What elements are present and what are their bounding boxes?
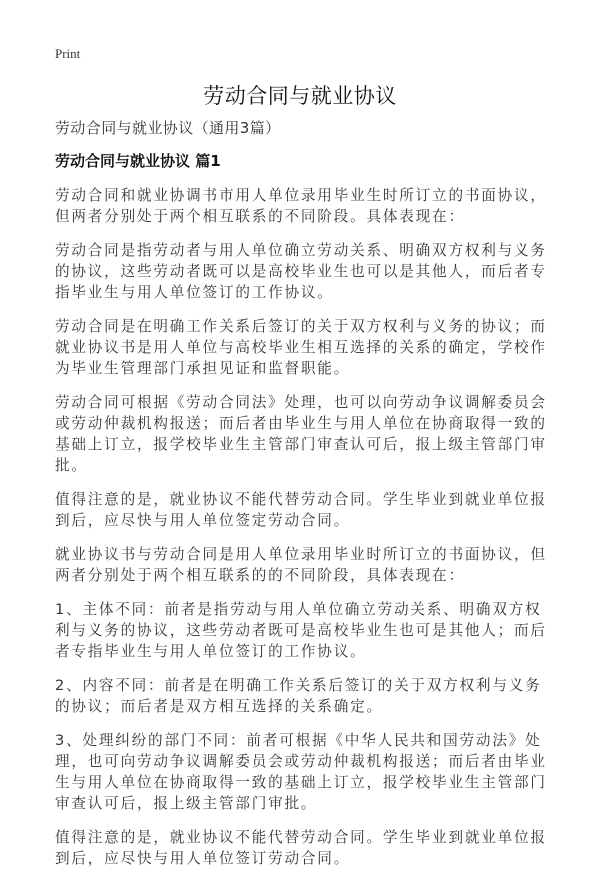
document-subtitle: 劳动合同与就业协议（通用3篇）	[55, 119, 281, 137]
document-title: 劳动合同与就业协议	[203, 84, 397, 108]
document-body	[55, 118, 550, 882]
list-item: 1、主体不同：前者是指劳动与用人单位确立劳动关系、明确双方权利与义务的协议，这些劳动者既可是高校毕业生也可是其他人；而后者专指毕业生与用人单位签订的工作协议。	[55, 601, 547, 660]
list-item: 2、内容不同：前者是在明确工作关系后签订的关于双方权利与义务的协议；而后者是双方相互选择的关系确定。	[55, 677, 542, 715]
paragraph: 值得注意的是，就业协议不能代替劳动合同。学生毕业到就业单位报到后，应尽快与用人单位签订劳动合同。	[55, 829, 547, 867]
section-heading: 劳动合同与就业协议 篇1	[55, 152, 221, 170]
print-link[interactable]: Print	[55, 46, 81, 61]
paragraph: 值得注意的是，就业协议不能代替劳动合同。学生毕业到就业单位报到后，应尽快与用人单位签定劳动合同。	[55, 491, 547, 529]
list-item: 3、处理纠纷的部门不同：前者可根据《中华人民共和国劳动法》处理，也可向劳动争议调解委员会或劳动仲裁机构报送；而后者由毕业生与用人单位在协商取得一致的基础上订立，报学校毕业生主管部门审查认可后，报上级主管部门审批。	[55, 732, 547, 812]
paragraph: 劳动合同是指劳动者与用人单位确立劳动关系、明确双方权利与义务的协议，这些劳动者既可以是高校毕业生也可以是其他人，而后者专指毕业生与用人单位签订的工作协议。	[55, 242, 547, 301]
paragraph: 劳动合同是在明确工作关系后签订的关于双方权利与义务的协议；而就业协议书是用人单位与高校毕业生相互选择的关系的确定，学校作为毕业生管理部门承担见证和监督职能。	[55, 318, 547, 377]
paragraph: 劳动合同可根据《劳动合同法》处理，也可以向劳动争议调解委员会或劳动仲裁机构报送；而后者由毕业生与用人单位在协商取得一致的基础上订立，报学校毕业生主管部门审查认可后，报上级主管部门审批。	[55, 394, 547, 474]
paragraph: 劳动合同和就业协调书市用人单位录用毕业生时所订立的书面协议，但两者分别处于两个相互联系的不同阶段。具体表现在：	[55, 187, 547, 225]
paragraph: 就业协议书与劳动合同是用人单位录用毕业时所订立的书面协议，但两者分别处于两个相互联系的的不同阶段，具体表现在：	[55, 546, 547, 584]
